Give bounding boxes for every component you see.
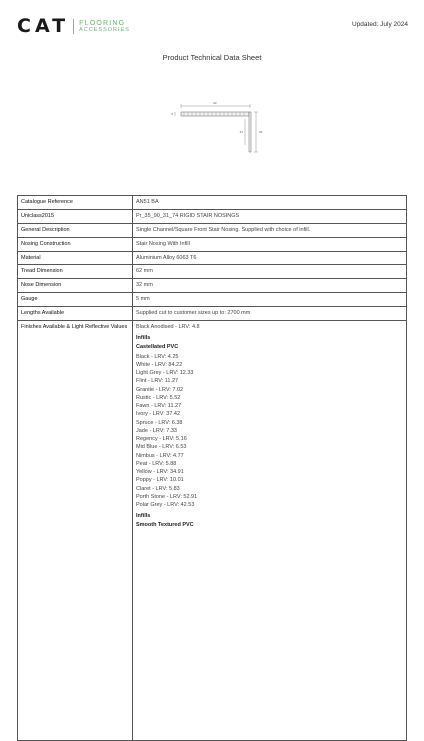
brand-subtitle [79,20,130,34]
table-row [18,279,407,293]
updated-date: Updated: July 2024 [351,21,408,28]
row-value: 5 mm [133,293,407,307]
brand-sub-accessories: ACCESSORIES [79,26,130,33]
dim-gauge-label: 5 [171,112,173,116]
stair-nosing-drawing [160,95,270,157]
dim-tread-label: 62 [213,101,217,105]
page-header [0,0,424,50]
finish-anodised: Black Anodised - LRV: 4.8 [136,323,200,330]
smooth-pvc-heading: Smooth Textured PVC [136,522,194,529]
table-row [18,237,407,251]
list-item: Rustic - LRV: 5.52 [136,394,181,401]
table-row [18,223,407,237]
row-label: Nosing Construction [18,237,133,251]
brand-sub-flooring: FLOORING [79,19,126,27]
row-value: Supplied cut to customer sizes up to: 2700 mm [133,307,407,321]
row-label: Lengths Available [18,307,133,321]
list-item: Jade - LRV: 7.33 [136,427,177,434]
list-item: Fawn - LRV: 11.27 [136,403,182,409]
list-item: Ivory - LRV: 37.42 [136,411,181,418]
brand-logo [17,17,130,36]
row-label: Uniclass2015 [18,209,133,223]
row-label: Catalogue Reference [18,196,133,210]
row-value: Pr_35_90_31_74 RIGID STAIR NOSINGS [133,209,407,223]
castellated-pvc-heading: Castellated PVC [136,343,179,350]
table-row [18,265,407,279]
list-item: Flint - LRV: 11.27 [136,378,179,385]
row-label: Gauge [18,293,133,307]
row-label: General Description [18,223,133,237]
list-item: Nimbus - LRV: 4.77 [136,452,184,459]
row-value: Aluminium Alloy 6063 T6 [133,251,407,265]
finishes-label: Finishes Available & Light Reflective Values [18,320,133,740]
brand-name: CAT [17,15,70,37]
list-item: Polar Grey - LRV: 42.53 [136,502,195,508]
spec-table-body [18,196,407,741]
row-value: Stair Nosing With Infill [133,237,407,251]
list-item: Light Grey - LRV: 12.33 [136,370,194,376]
finish-list [136,353,403,510]
table-row [18,293,407,307]
infills-heading-2: Infills [136,513,151,520]
list-item: Yellow - LRV: 34.91 [136,469,184,475]
list-item: Poppy - LRV: 10.01 [136,477,184,484]
infills-heading-1: Infills [136,334,151,341]
dim-nose-label: 32 [259,130,263,134]
list-item: Black - LRV: 4.25 [136,353,179,360]
list-item: Mid Blue - LRV: 6.53 [136,444,187,451]
table-row [18,209,407,223]
row-value: AN51 BA [133,196,407,210]
row-value: 32 mm [133,279,407,293]
list-item: Spruce - LRV: 6.38 [136,419,183,426]
table-row [18,196,407,210]
list-item: Peat - LRV: 5.88 [136,460,177,467]
row-label: Material [18,251,133,265]
finishes-row [18,320,407,740]
list-item: Claret - LRV: 5.83 [136,485,180,492]
list-item: Granite - LRV: 7.02 [136,386,184,393]
list-item: Porth Stone - LRV: 52.91 [136,493,198,500]
row-value: Single Channel/Square Front Stair Nosing. Supplied with choice of infill. [133,223,407,237]
row-label: Tread Dimension [18,265,133,279]
finishes-value [133,320,407,740]
dim-inner-label: 37 [239,130,243,134]
table-row [18,251,407,265]
table-row [18,307,407,321]
row-label: Nose Dimension [18,279,133,293]
row-value: 62 mm [133,265,407,279]
logo-divider [73,19,74,34]
spec-table [17,195,407,741]
list-item: Regency - LRV: 5.16 [136,436,187,442]
list-item: White - LRV: 84.22 [136,361,183,368]
page-title: Product Technical Data Sheet [162,53,262,62]
